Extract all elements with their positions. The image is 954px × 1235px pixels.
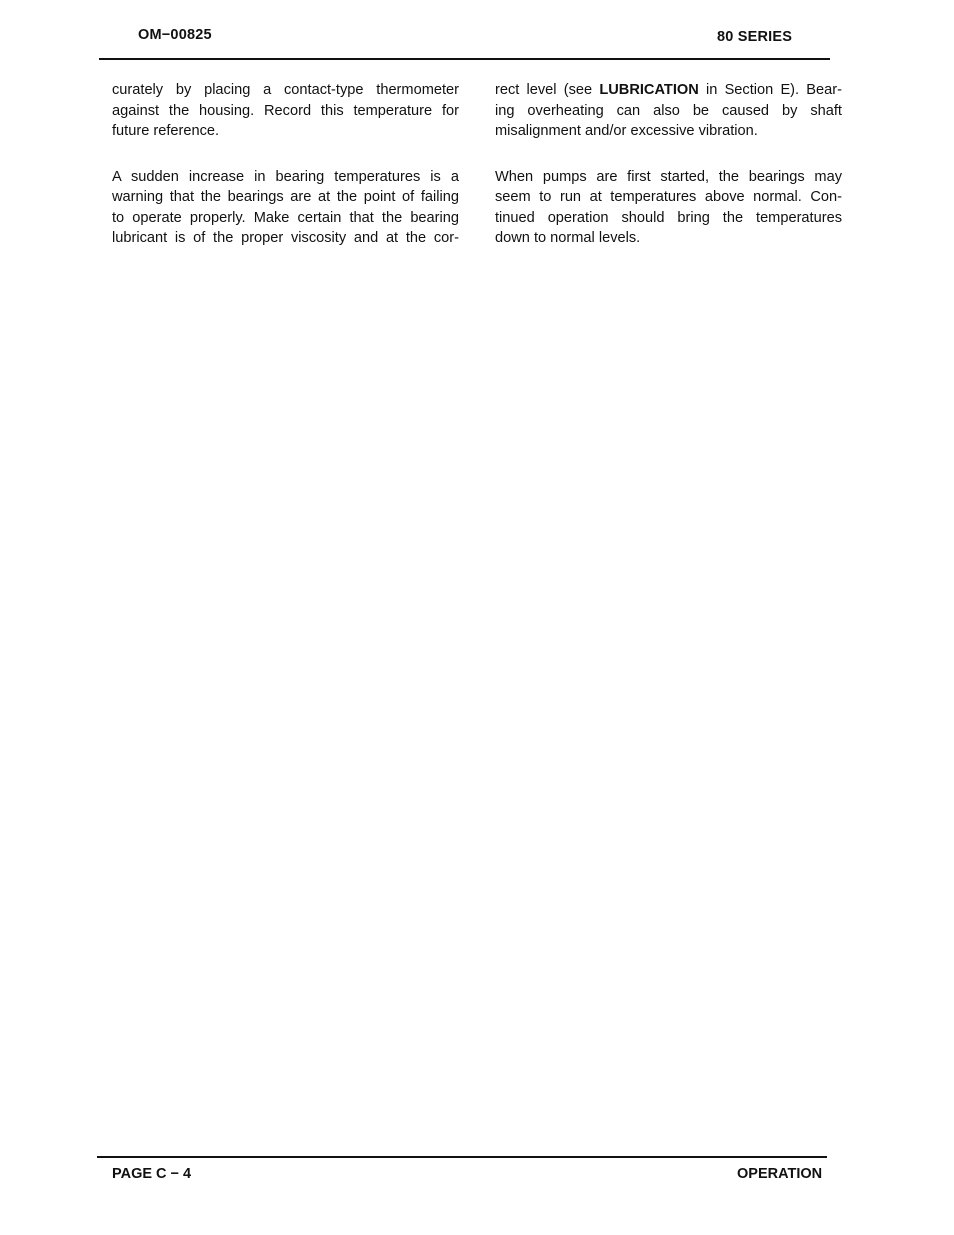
text-line: lubricant is of the proper viscosity and at the cor- bbox=[112, 230, 459, 246]
paragraph-sudden-increase bbox=[112, 167, 459, 249]
text-line: against the housing. Record this temperature for bbox=[112, 102, 459, 119]
right-column bbox=[495, 80, 842, 274]
section-name: OPERATION bbox=[737, 1166, 823, 1182]
text-line: misalignment and/or excessive vibration. bbox=[495, 123, 758, 139]
paragraph-first-started bbox=[495, 167, 842, 249]
text-fragment: in Section E). Bear- bbox=[698, 82, 842, 98]
lubrication-reference: LUBRICATION bbox=[599, 82, 699, 98]
text-line: down to normal levels. bbox=[495, 230, 641, 246]
text-line: seem to run at temperatures above normal. Con- bbox=[495, 189, 842, 205]
text-fragment: rect level (see bbox=[495, 82, 600, 98]
document-number: OM−00825 bbox=[138, 27, 212, 43]
footer-rule bbox=[97, 1156, 827, 1158]
paragraph-correct-level bbox=[495, 80, 842, 142]
text-line: When pumps are first started, the bearings may bbox=[495, 168, 842, 185]
text-line: warning that the bearings are at the point of failing bbox=[112, 189, 459, 205]
text-line: A sudden increase in bearing temperatures is a bbox=[112, 168, 459, 185]
series-label: 80 SERIES bbox=[717, 29, 793, 45]
text-line: future reference. bbox=[112, 123, 220, 139]
text-line bbox=[495, 80, 842, 101]
left-column bbox=[112, 80, 459, 274]
text-line: curately by placing a contact-type thermometer bbox=[112, 82, 459, 98]
header-rule bbox=[99, 58, 830, 60]
paragraph-thermometer bbox=[112, 80, 459, 142]
text-line: to operate properly. Make certain that the bearing bbox=[112, 209, 459, 226]
page-number: PAGE C − 4 bbox=[112, 1166, 192, 1182]
text-line: tinued operation should bring the temperatures bbox=[495, 209, 842, 226]
text-line: ing overheating can also be caused by shaft bbox=[495, 102, 842, 119]
